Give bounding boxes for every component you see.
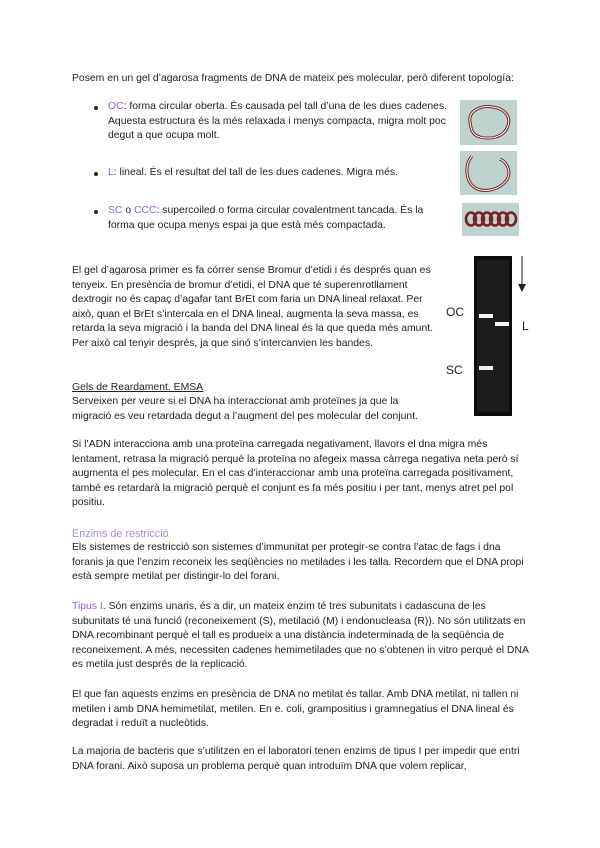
l-text: : lineal. És el resultat del tall de les dues cadenes. Migra més.: [113, 167, 398, 178]
oc-text: : forma circular oberta. És causada pel tall d’una de les dues cadenes. Aquesta estructura és la més relaxada i menys compacta, migra molt poc degut a que ocupa molt.: [108, 101, 448, 142]
supercoiled-dna-figure: [462, 203, 519, 236]
migration-arrow-icon: [518, 284, 526, 292]
bullet-dot: [94, 172, 98, 176]
emsa-paragraph-2: Si l’ADN interacciona amb una proteïna carregada negativament, llavors el dna migra més lentament, retrasa la migració perquè la proteïna no afegeix massa càrrega negativa neta però sí augmenta el pes molecular. En el cas d’interaccionar amb una proteïna carregada positivament, també es retardarà la migració perquè el conjunt es fa més positiu i per tant, menys atret pel pol positiu.: [72, 439, 519, 509]
sc-sep: o: [122, 205, 134, 216]
ccc-abbr: CCC: [134, 205, 157, 216]
l-abbr: L: [108, 167, 114, 178]
gel-label-l: L: [522, 319, 529, 333]
gel-label-oc: OC: [446, 305, 464, 319]
emsa-paragraph-1: Serveixen per veure si el DNA ha interaccionat amb proteïnes ja que la migració es veu retardada degut a l’augment del pes molecular del conjunt.: [72, 396, 418, 422]
bullet-oc: [108, 100, 448, 144]
agarose-gel-figure: [440, 252, 542, 418]
emsa-title: Gels de Reardament. EMSA: [72, 382, 204, 393]
linear-dna-figure: [460, 151, 517, 195]
sc-band: [479, 366, 493, 370]
restriction-paragraph: Els sistemes de restricció son sistemes d’immunitat per protegir-se contra l’atac de fags i dna foranis ja que l’enzim reconeix les seqüències no metilades i les talla. Recordem que el DNA propi està sempre metilat per distingir-lo del forani.: [72, 542, 524, 583]
gel-paragraph: El gel d’agarosa primer es fa córrer sense Bromur d’etidi i és després quan es tenyeix. En presència de bromur d’etidi, el DNA que té superenrotllament dextrogir no és capaç d’agafar tant BrEt com faria un DNA lineal relaxat. Per això, quan el BrEt s’intercala en el DNA lineal, augmenta la seva massa, es retarda la seva migració i la banda del DNA lineal és la que queda més amunt. Per això cal tenyir després, ja que sinó s’intercanvien les bandes.: [72, 265, 433, 349]
bullet-sc: [108, 204, 448, 233]
methylation-paragraph: El que fan aquests enzims en presència de DNA no metilat és tallar. Amb DNA metilat, ni tallen ni metilen i amb DNA hemimetilat, metilen. En e. coli, grampositius i gramnegatius el DNA lineal és degradat i reduït a nucleòtids.: [72, 689, 519, 730]
oc-band: [479, 314, 493, 318]
bullet-dot: [94, 106, 98, 110]
type1-text: . Són enzims unaris, és a dir, un mateix enzim té tres subunitats i cadascuna de les subunitats té una funció (reconeixement (S), metilació (M) i endonucleasa (R)). No són utilitzats en DNA recombinant perquè el tall es produeix a una distància indeterminada de la seqüència de reconeixement. A més, necessiten cadenes hemimetilades que no s’obtenen in vitro perquè el DNA es metila just després de la replicació.: [72, 601, 529, 671]
sc-text: : supercoiled o forma circular covalentment tancada. És la forma que ocupa menys espai ja que està més compactada.: [108, 205, 424, 231]
type1-bacteria-paragraph: La majoria de bacteris que s’utilitzen en el laboratori tenen enzims de tipus I per impedir que entri DNA forani. Això suposa un problema perquè quan introduïm DNA que volem replicar,: [72, 746, 520, 772]
type1-label: Tipus I: [72, 601, 103, 612]
oc-abbr: OC: [108, 101, 124, 112]
bullet-dot: [94, 210, 98, 214]
gel-label-sc: SC: [446, 363, 463, 377]
restriction-heading: Enzims de restricció: [72, 528, 169, 540]
type1-paragraph: [72, 600, 532, 673]
open-circle-dna-figure: [460, 100, 517, 145]
l-band: [495, 322, 509, 326]
sc-abbr: SC: [108, 205, 123, 216]
bullet-l: [108, 166, 448, 181]
intro-paragraph: Posem en un gel d’agarosa fragments de DNA de mateix pes molecular, però diferent topología:: [72, 73, 514, 84]
